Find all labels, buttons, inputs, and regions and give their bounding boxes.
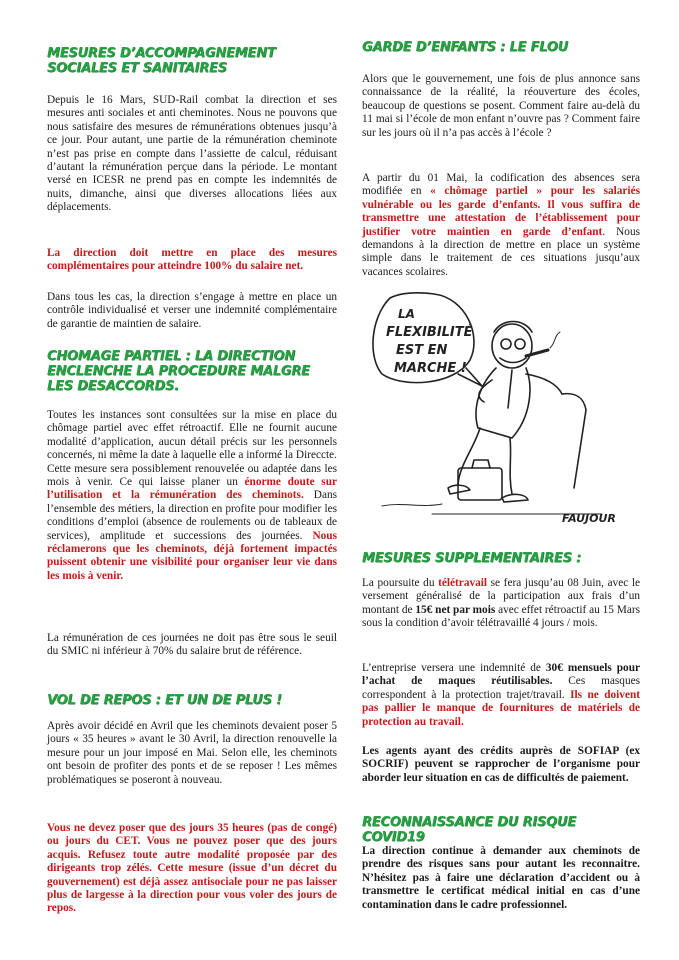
cartoon-illustration (362, 288, 640, 530)
garde-paragraph-2 (362, 172, 640, 279)
text-run: se fera jusqu’au 08 Juin, avec le versement généralisé de la participation aux frais d’un montant de (362, 577, 641, 616)
text-run-bold: 15€ net par mois (415, 603, 496, 616)
bubble-text: FLEXIBILITÉ (386, 325, 473, 340)
text-run: La poursuite du (362, 577, 439, 589)
vol-repos-alert: Vous ne devez poser que des jours 35 heures (pas de congé) ou jours du CET. Vous ne pouvez poser que des jours acquis. Refusez toute autre modalité proposée par des dirigeants trop zélés. Cette mesure (issue d’un décret du gouvernement) est déjà assez antisociale pour ne pas laisser plus de largesse à la direction pour vous voler des jours de repos. (47, 822, 337, 915)
cartoon-signature: FAUJOUR (562, 512, 616, 525)
bubble-text: LA (398, 307, 415, 321)
accompagnement-paragraph-3: Dans tous les cas, la direction s’engage à mettre en place un contrôle individualisé et verser une indemnité complémentaire de garantie de maintien de salaire. (47, 291, 337, 330)
text-run: Dans l’ensemble des métiers, la direction en profite pour modifier les conditions d’emploi (absence de roulements ou de tableaux de services), amplitude et successions des journées. (47, 489, 337, 542)
text-run: . Nous demandons à la direction de mettre en place un système simple dans le traitement de ces situations jusqu’aux vacances scolaires. (362, 225, 641, 278)
accompagnement-alert: La direction doit mettre en place des mesures complémentaires pour atteindre 100% du salaire net. (47, 247, 337, 273)
vol-repos-paragraph-1: Après avoir décidé en Avril que les cheminots devaient poser 5 jours « 35 heures » avant le 30 Avril, la direction renouvelle la mesure pour un jour imposé en Mai. Selon elle, les cheminots ont besoin de profiter des ponts et de se reposer ! Les mêmes problématiques se poseront à nouveau. (47, 720, 337, 786)
heading-line: MESURES D’ACCOMPAGNEMENT (47, 46, 276, 61)
heading-line: ENCLENCHE LA PROCEDURE MALGRE (47, 364, 310, 379)
text-run-alert: « chômage partiel » pour les salariés vulnérable ou les garde d’enfants. Il vous suffira de transmettre une attestation de l’établissement pour justifier votre maintien en garde d’enfant (362, 185, 640, 238)
garde-paragraph-1: Alors que le gouvernement, une fois de plus annonce sans connaissance de la réalité, la réouverture des écoles, beaucoup de questions se posent. Comment faire au-delà du 11 mai si l’école de mon enfant n’ouvre pas ? Comment faire sur les jours où il n’a pas accès à l’école ? (362, 73, 640, 139)
heading-line: GARDE D’ENFANTS : LE FLOU (362, 40, 569, 55)
text-run: Ces masques correspondent à la protection trajet/travail. (362, 675, 640, 701)
chomage-paragraph-1 (47, 409, 337, 583)
text-run-alert: Nous réclamerons que les cheminots, déjà fortement impactés puissent obtenir une visibilité pour organiser leur vie dans les mois à venir. (47, 529, 337, 582)
section-accompagnement-heading (47, 46, 337, 76)
mesures-sup-paragraph-2 (362, 662, 640, 729)
section-vol-repos-heading (47, 693, 337, 708)
section-chomage-heading (47, 349, 337, 394)
accompagnement-paragraph-1: Depuis le 16 Mars, SUD-Rail combat la direction et ses mesures anti sociales et anti cheminotes. Nous ne pouvons que nous satisfaire des mesures de rémunérations obtenues jusqu’à ce jour. Pour autant, une partie de la rémunération cheminote n’est pas prise en compte dans l’assiette de calcul, réduisant d’autant la rémunération perçue dans la période. Le montant versé en ICESR ne prend pas en compte les indemnités de nuits, dimanche, ainsi que diverses allocations liées aux déplacements. (47, 94, 337, 214)
heading-line: CHOMAGE PARTIEL : LA DIRECTION (47, 349, 296, 364)
covid-paragraph: La direction continue à demander aux cheminots de prendre des risques sans pour autant les reconnaitre. N’hésitez pas à faire une déclaration d’accident ou à transmettre le certificat médical initial en cas d’une contamination dans le cadre professionnel. (362, 845, 640, 911)
text-run-alert: Ils ne doivent pas pallier le manque de fournitures de matériels de protection au travail. (362, 688, 641, 728)
section-mesures-sup-heading (362, 551, 640, 566)
heading-line: RECONNAISSANCE DU RISQUE COVID19 (362, 815, 577, 845)
chomage-paragraph-2: La rémunération de ces journées ne doit pas être sous le seuil du SMIC ni inférieur à 70% du salaire brut de référence. (47, 632, 337, 658)
text-run: A partir du 01 Mai, la codification des absences sera modifiée en (362, 172, 640, 198)
heading-line: LES DESACCORDS. (47, 379, 179, 394)
text-run-bold: 30€ mensuels pour l’achat de maques réutilisables. (362, 662, 641, 688)
bubble-text: MARCHE ! (394, 361, 467, 376)
text-run: avec effet rétroactif au 15 Mars sous la condition d’avoir télétravaillé 4 jours / mois. (362, 603, 641, 630)
mesures-sup-paragraph-1 (362, 577, 640, 631)
section-covid-heading (362, 815, 640, 845)
heading-line: SOCIALES ET SANITAIRES (47, 61, 227, 76)
text-run: L’entreprise versera une indemnité de (362, 662, 546, 674)
heading-line: VOL DE REPOS : ET UN DE PLUS ! (47, 693, 282, 708)
text-run-alert: télétravail (438, 577, 488, 589)
bubble-text: EST EN (396, 343, 448, 358)
cartoon-drawing (362, 288, 640, 530)
section-garde-heading (362, 40, 640, 55)
mesures-sup-paragraph-3: Les agents ayant des crédits auprès de SOFIAP (ex SOCRIF) peuvent se rapprocher de l’organisme pour aborder leur situation en cas de difficultés de paiement. (362, 745, 640, 784)
text-run-alert: énorme doute sur l’utilisation et la rémunération des cheminots. (47, 476, 337, 502)
text-run: Toutes les instances sont consultées sur la mise en place du chômage partiel avec effet rétroactif. Elle ne fournit aucune modalité d’application, aucun détail précis sur les personnels concernés, ni même la date à laquelle elle a informé la Direccte. Cette mesure sera possiblement renouvelée ou adaptée dans les mois à venir. Ce qui laisse planer un (47, 409, 337, 489)
heading-line: MESURES SUPPLEMENTAIRES : (362, 551, 582, 566)
